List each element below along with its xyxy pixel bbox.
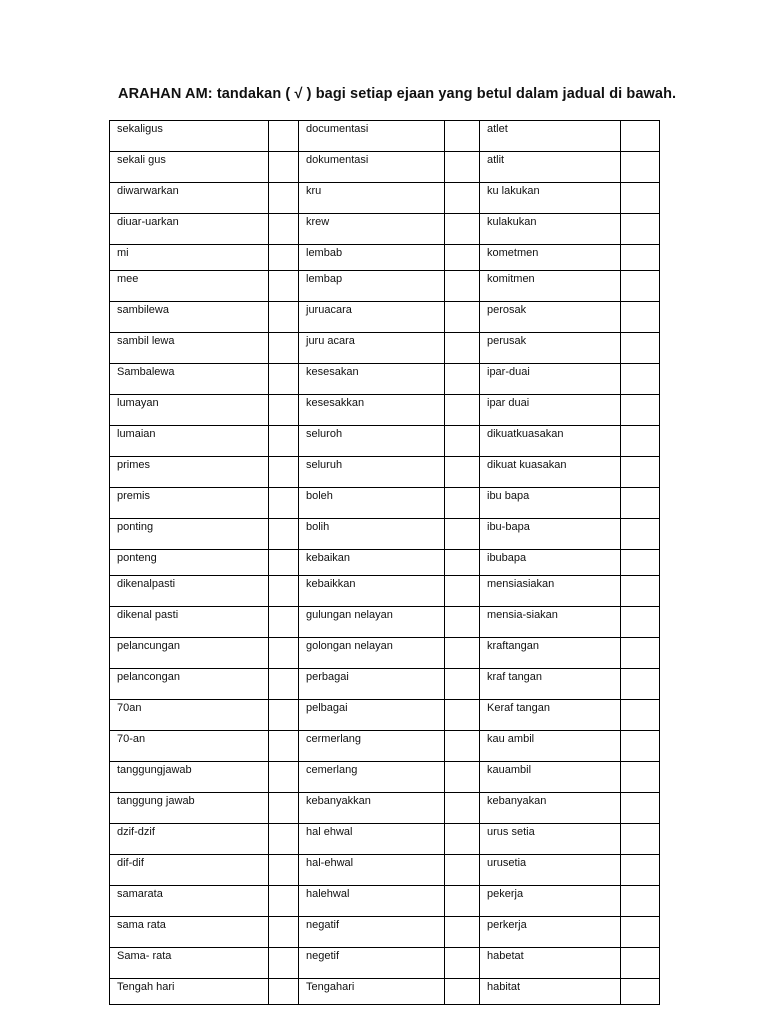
tick-box[interactable] — [445, 886, 480, 917]
word-cell: lembap — [299, 271, 445, 302]
word-cell: diwarwarkan — [110, 183, 269, 214]
tick-box[interactable] — [445, 302, 480, 333]
tick-box[interactable] — [621, 364, 660, 395]
tick-box[interactable] — [445, 793, 480, 824]
tick-box[interactable] — [445, 183, 480, 214]
word-cell: negetif — [299, 948, 445, 979]
table-row — [110, 214, 660, 245]
tick-box[interactable] — [621, 426, 660, 457]
word-cell: kebaikkan — [299, 576, 445, 607]
tick-box[interactable] — [621, 886, 660, 917]
word-cell: hal ehwal — [299, 824, 445, 855]
tick-box[interactable] — [269, 855, 299, 886]
tick-box[interactable] — [445, 824, 480, 855]
word-cell: bolih — [299, 519, 445, 550]
word-cell: diuar-uarkan — [110, 214, 269, 245]
word-cell: kau ambil — [480, 731, 621, 762]
word-cell: primes — [110, 457, 269, 488]
tick-box[interactable] — [621, 979, 660, 1005]
word-cell: documentasi — [299, 121, 445, 152]
word-cell: ku lakukan — [480, 183, 621, 214]
word-cell: perusak — [480, 333, 621, 364]
word-cell: boleh — [299, 488, 445, 519]
word-cell: premis — [110, 488, 269, 519]
word-cell: pelancongan — [110, 669, 269, 700]
word-cell: pekerja — [480, 886, 621, 917]
word-cell: urusetia — [480, 855, 621, 886]
word-cell: lumayan — [110, 395, 269, 426]
tick-box[interactable] — [621, 183, 660, 214]
word-cell: mensia-siakan — [480, 607, 621, 638]
word-cell: perbagai — [299, 669, 445, 700]
tick-box[interactable] — [269, 824, 299, 855]
tick-box[interactable] — [269, 700, 299, 731]
tick-box[interactable] — [269, 979, 299, 1005]
word-cell: sekaligus — [110, 121, 269, 152]
word-cell: kru — [299, 183, 445, 214]
table-row — [110, 333, 660, 364]
word-cell: sama rata — [110, 917, 269, 948]
tick-box[interactable] — [269, 886, 299, 917]
word-cell: sambilewa — [110, 302, 269, 333]
tick-box[interactable] — [269, 607, 299, 638]
word-cell: kebanyakan — [480, 793, 621, 824]
table-row — [110, 121, 660, 152]
word-cell: kometmen — [480, 245, 621, 271]
word-cell: mee — [110, 271, 269, 302]
tick-box[interactable] — [621, 917, 660, 948]
tick-box[interactable] — [269, 917, 299, 948]
word-cell: pelancungan — [110, 638, 269, 669]
table-row — [110, 855, 660, 886]
tick-box[interactable] — [445, 426, 480, 457]
word-cell: ibubapa — [480, 550, 621, 576]
table-row — [110, 271, 660, 302]
word-cell: atlet — [480, 121, 621, 152]
word-cell: tanggungjawab — [110, 762, 269, 793]
tick-box[interactable] — [445, 607, 480, 638]
tick-box[interactable] — [269, 245, 299, 271]
tick-box[interactable] — [621, 607, 660, 638]
word-cell: habetat — [480, 948, 621, 979]
word-cell: habitat — [480, 979, 621, 1005]
word-cell: kauambil — [480, 762, 621, 793]
table-row — [110, 948, 660, 979]
table-row — [110, 550, 660, 576]
tick-box[interactable] — [445, 762, 480, 793]
word-cell: perosak — [480, 302, 621, 333]
tick-box[interactable] — [445, 271, 480, 302]
tick-box[interactable] — [445, 948, 480, 979]
tick-box[interactable] — [445, 669, 480, 700]
word-cell: Sambalewa — [110, 364, 269, 395]
word-cell: ponting — [110, 519, 269, 550]
tick-box[interactable] — [269, 214, 299, 245]
table-row — [110, 607, 660, 638]
tick-box[interactable] — [269, 271, 299, 302]
word-cell: juruacara — [299, 302, 445, 333]
tick-box[interactable] — [445, 519, 480, 550]
word-cell: urus setia — [480, 824, 621, 855]
word-cell: dzif-dzif — [110, 824, 269, 855]
tick-box[interactable] — [445, 121, 480, 152]
table-row — [110, 700, 660, 731]
word-cell: lumaian — [110, 426, 269, 457]
word-cell: sambil lewa — [110, 333, 269, 364]
tick-box[interactable] — [621, 948, 660, 979]
tick-box[interactable] — [445, 152, 480, 183]
table-row — [110, 519, 660, 550]
tick-box[interactable] — [621, 457, 660, 488]
tick-box[interactable] — [269, 576, 299, 607]
tick-box[interactable] — [621, 550, 660, 576]
table-row — [110, 488, 660, 519]
table-row — [110, 245, 660, 271]
word-cell: dikenalpasti — [110, 576, 269, 607]
tick-box[interactable] — [445, 488, 480, 519]
word-cell: halehwal — [299, 886, 445, 917]
table-row — [110, 395, 660, 426]
word-cell: dif-dif — [110, 855, 269, 886]
table-row — [110, 576, 660, 607]
tick-box[interactable] — [269, 364, 299, 395]
word-cell: atlit — [480, 152, 621, 183]
tick-box[interactable] — [269, 152, 299, 183]
table-row — [110, 669, 660, 700]
word-cell: kraftangan — [480, 638, 621, 669]
tick-box[interactable] — [621, 824, 660, 855]
word-cell: tanggung jawab — [110, 793, 269, 824]
tick-box[interactable] — [621, 333, 660, 364]
tick-box[interactable] — [445, 917, 480, 948]
tick-box[interactable] — [445, 457, 480, 488]
tick-box[interactable] — [445, 333, 480, 364]
word-cell: hal-ehwal — [299, 855, 445, 886]
tick-box[interactable] — [621, 700, 660, 731]
word-cell: Sama- rata — [110, 948, 269, 979]
word-cell: kesesakkan — [299, 395, 445, 426]
tick-box[interactable] — [445, 364, 480, 395]
tick-box[interactable] — [621, 302, 660, 333]
tick-box[interactable] — [269, 731, 299, 762]
table-row — [110, 731, 660, 762]
tick-box[interactable] — [621, 271, 660, 302]
word-cell: pelbagai — [299, 700, 445, 731]
tick-box[interactable] — [269, 183, 299, 214]
word-cell: dokumentasi — [299, 152, 445, 183]
tick-box[interactable] — [621, 121, 660, 152]
table-row — [110, 824, 660, 855]
tick-box[interactable] — [621, 488, 660, 519]
table-row — [110, 152, 660, 183]
word-cell: 70an — [110, 700, 269, 731]
table-row — [110, 638, 660, 669]
tick-box[interactable] — [269, 457, 299, 488]
tick-box[interactable] — [269, 488, 299, 519]
word-cell: dikuatkuasakan — [480, 426, 621, 457]
instruction-heading: ARAHAN AM: tandakan ( √ ) bagi setiap ejaan yang betul dalam jadual di bawah. — [118, 86, 677, 102]
word-cell: golongan nelayan — [299, 638, 445, 669]
tick-box[interactable] — [445, 214, 480, 245]
tick-box[interactable] — [621, 245, 660, 271]
tick-box[interactable] — [269, 550, 299, 576]
table-row — [110, 762, 660, 793]
tick-box[interactable] — [269, 948, 299, 979]
tick-box[interactable] — [445, 731, 480, 762]
tick-box[interactable] — [621, 395, 660, 426]
tick-box[interactable] — [621, 793, 660, 824]
table-row — [110, 979, 660, 1005]
tick-box[interactable] — [621, 638, 660, 669]
table-row — [110, 426, 660, 457]
word-cell: ibu bapa — [480, 488, 621, 519]
tick-box[interactable] — [445, 855, 480, 886]
word-cell: cermerlang — [299, 731, 445, 762]
tick-box[interactable] — [445, 576, 480, 607]
tick-box[interactable] — [621, 731, 660, 762]
word-cell: mi — [110, 245, 269, 271]
word-cell: perkerja — [480, 917, 621, 948]
tick-box[interactable] — [445, 395, 480, 426]
word-cell: negatif — [299, 917, 445, 948]
word-cell: mensiasiakan — [480, 576, 621, 607]
tick-box[interactable] — [621, 519, 660, 550]
tick-box[interactable] — [269, 395, 299, 426]
word-cell: krew — [299, 214, 445, 245]
word-cell: ibu-bapa — [480, 519, 621, 550]
word-cell: samarata — [110, 886, 269, 917]
word-cell: Keraf tangan — [480, 700, 621, 731]
tick-box[interactable] — [445, 638, 480, 669]
table-row — [110, 793, 660, 824]
word-cell: kebaikan — [299, 550, 445, 576]
spelling-table — [109, 120, 660, 1005]
tick-box[interactable] — [445, 550, 480, 576]
word-cell: seluruh — [299, 457, 445, 488]
word-cell: kraf tangan — [480, 669, 621, 700]
tick-box[interactable] — [445, 245, 480, 271]
word-cell: Tengah hari — [110, 979, 269, 1005]
word-cell: lembab — [299, 245, 445, 271]
tick-box[interactable] — [269, 793, 299, 824]
tick-box[interactable] — [621, 214, 660, 245]
word-cell: kulakukan — [480, 214, 621, 245]
tick-box[interactable] — [269, 669, 299, 700]
tick-box[interactable] — [445, 700, 480, 731]
tick-box[interactable] — [621, 762, 660, 793]
tick-box[interactable] — [269, 426, 299, 457]
table-row — [110, 183, 660, 214]
word-cell: sekali gus — [110, 152, 269, 183]
word-cell: kebanyakkan — [299, 793, 445, 824]
tick-box[interactable] — [621, 855, 660, 886]
table-row — [110, 457, 660, 488]
word-cell: ponteng — [110, 550, 269, 576]
word-cell: komitmen — [480, 271, 621, 302]
word-cell: ipar duai — [480, 395, 621, 426]
word-cell: ipar-duai — [480, 364, 621, 395]
table-row — [110, 886, 660, 917]
tick-box[interactable] — [269, 121, 299, 152]
word-cell: Tengahari — [299, 979, 445, 1005]
tick-box[interactable] — [621, 576, 660, 607]
tick-box[interactable] — [269, 519, 299, 550]
tick-box[interactable] — [269, 762, 299, 793]
word-cell: dikuat kuasakan — [480, 457, 621, 488]
word-cell: seluroh — [299, 426, 445, 457]
word-cell: dikenal pasti — [110, 607, 269, 638]
word-cell: gulungan nelayan — [299, 607, 445, 638]
tick-box[interactable] — [269, 302, 299, 333]
tick-box[interactable] — [269, 638, 299, 669]
tick-box[interactable] — [445, 979, 480, 1005]
table-row — [110, 302, 660, 333]
table-row — [110, 364, 660, 395]
word-cell: cemerlang — [299, 762, 445, 793]
word-cell: 70-an — [110, 731, 269, 762]
tick-box[interactable] — [621, 152, 660, 183]
word-cell: juru acara — [299, 333, 445, 364]
word-cell: kesesakan — [299, 364, 445, 395]
tick-box[interactable] — [269, 333, 299, 364]
table-row — [110, 917, 660, 948]
tick-box[interactable] — [621, 669, 660, 700]
